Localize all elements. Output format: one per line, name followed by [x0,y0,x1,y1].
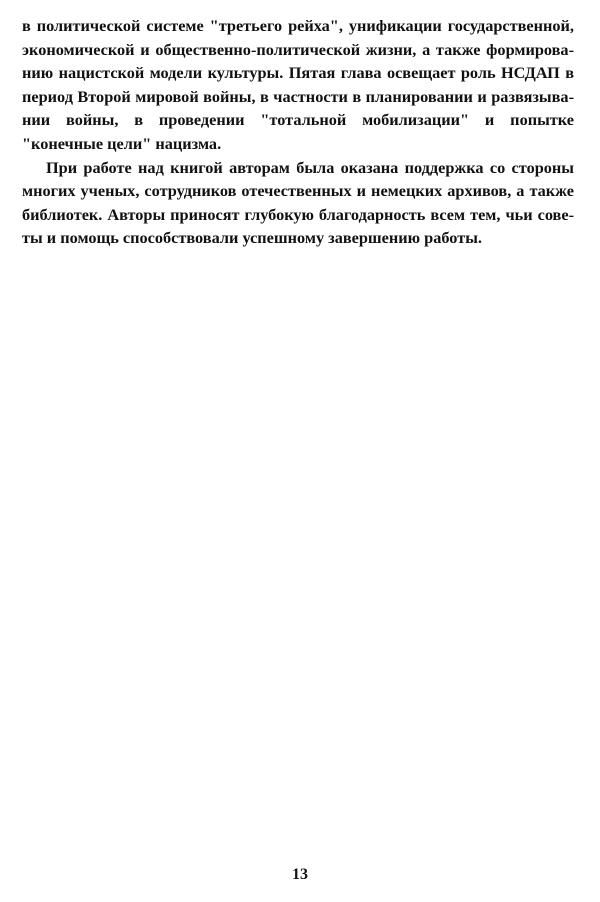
text-line: нии войны, в проведении "тотальной мобилизации" и попытке [22,110,574,130]
text-line: в политической системе "третьего рейха", унификации государственной, [22,16,574,35]
body-text [22,14,574,250]
text-line: экономической и общественно-политической жизни, а также формирова- [22,39,574,59]
paragraph-2 [22,156,574,250]
text-line: библиотек. Авторы приносят глубокую благодарность всем тем, чьи сове- [22,204,574,224]
paragraph-1 [22,14,574,156]
text-line: ты и помощь способствовали успешному завершению работы. [22,228,482,248]
text-line: При работе над книгой авторам была оказана поддержка со стороны [46,157,574,177]
page-number: 13 [292,866,308,883]
text-line: период Второй мировой войны, в частности в планировании и развязыва- [22,86,574,106]
text-line: нию нацистской модели культуры. Пятая глава освещает роль НСДАП в [22,63,574,83]
text-line: многих ученых, сотрудников отечественных и немецких архивов, а также [22,181,574,201]
text-line: "конечные цели" нацизма. [22,133,222,153]
